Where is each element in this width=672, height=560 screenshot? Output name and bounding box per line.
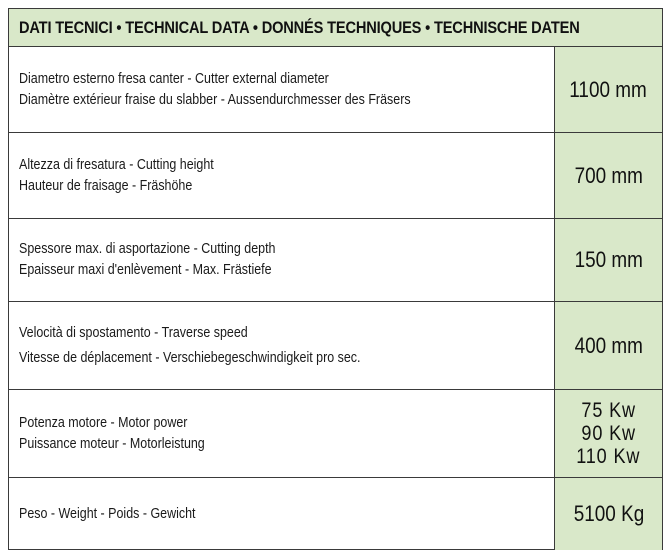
table-title: DATI TECNICI • TECHNICAL DATA • DONNÉS TECHNIQUES • TECHNISCHE DATEN (19, 17, 580, 37)
row-value-cell (555, 133, 662, 218)
label-line: Diametro esterno fresa canter - Cutter external diameter (19, 70, 329, 87)
row-label (9, 390, 555, 477)
row-value-cell (555, 47, 662, 132)
row-cutter-diameter (9, 47, 662, 133)
row-traverse-speed (9, 302, 662, 390)
technical-data-table (8, 8, 663, 550)
label-line: Epaisseur maxi d'enlèvement - Max. Frästiefe (19, 262, 272, 278)
row-motor-power (9, 390, 662, 478)
row-value: 110 Kw (576, 445, 641, 468)
row-label (9, 478, 555, 550)
label-line: Vitesse de déplacement - Verschiebegeschwindigkeit pro sec. (19, 349, 361, 366)
label-line: Diamètre extérieur fraise du slabber - Aussendurchmesser des Fräsers (19, 91, 411, 108)
row-weight (9, 478, 662, 550)
row-value: 700 mm (574, 162, 643, 188)
row-label (9, 47, 555, 132)
label-line: Puissance moteur - Motorleistung (19, 435, 205, 452)
label-line: Potenza motore - Motor power (19, 414, 188, 431)
row-value: 90 Kw (581, 422, 636, 445)
row-value: 5100 Kg (573, 501, 644, 526)
label-line: Hauteur de fraisage - Fräshöhe (19, 177, 193, 194)
row-value-cell (555, 219, 662, 301)
row-value-cell (555, 302, 662, 389)
row-value-cell (555, 478, 662, 550)
table-header (9, 9, 662, 47)
row-value: 400 mm (574, 332, 643, 358)
row-label (9, 302, 555, 389)
row-label (9, 133, 555, 218)
label-line: Spessore max. di asportazione - Cutting depth (19, 241, 276, 257)
row-value: 1100 mm (569, 76, 648, 102)
row-label (9, 219, 555, 301)
row-cutting-height (9, 133, 662, 219)
label-line: Velocità di spostamento - Traverse speed (19, 324, 248, 341)
label-line: Peso - Weight - Poids - Gewicht (19, 505, 196, 522)
row-cutting-depth (9, 219, 662, 302)
row-value-cell (555, 390, 662, 477)
row-value: 150 mm (574, 247, 643, 272)
label-line: Altezza di fresatura - Cutting height (19, 156, 214, 173)
row-value: 75 Kw (581, 399, 636, 422)
